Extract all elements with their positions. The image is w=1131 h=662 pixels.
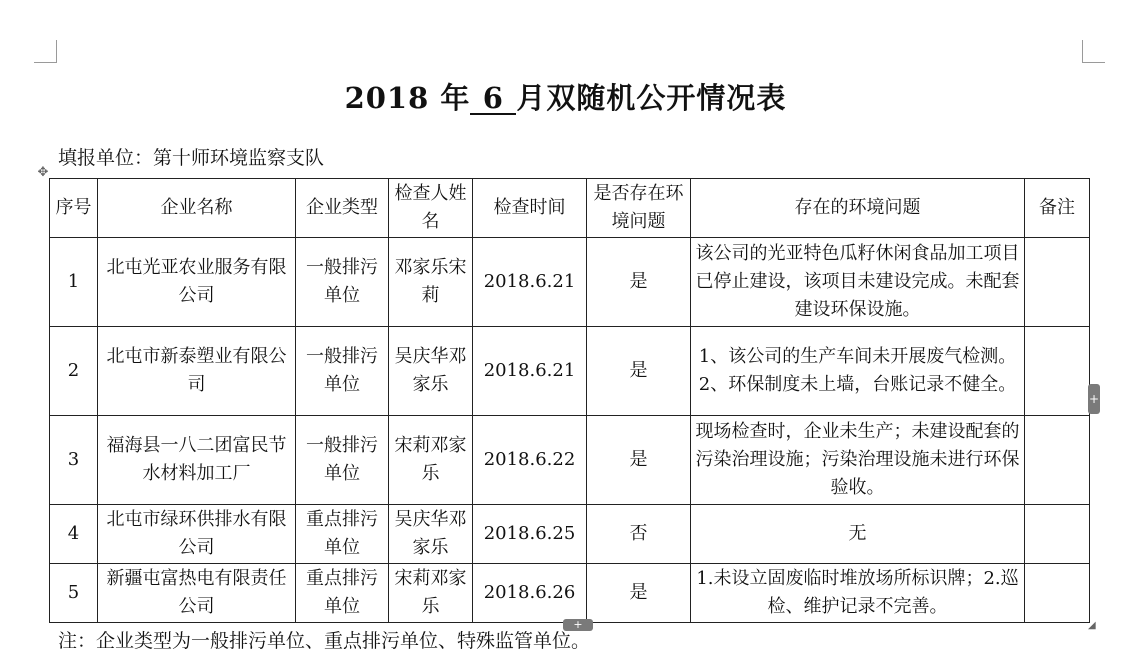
cell-inspector: 宋莉邓家乐 [389, 564, 473, 623]
header-type: 企业类型 [296, 179, 389, 238]
page-corner-mark-top-left [34, 40, 57, 63]
cell-type: 重点排污单位 [296, 505, 389, 564]
table-row [50, 327, 1090, 416]
header-remark: 备注 [1025, 179, 1090, 238]
header-date: 检查时间 [473, 179, 587, 238]
cell-company: 北屯市绿环供排水有限公司 [98, 505, 296, 564]
cell-issues: 无 [691, 505, 1025, 564]
table-header-row [50, 179, 1090, 238]
cell-inspector: 吴庆华邓家乐 [389, 505, 473, 564]
cell-issues: 现场检查时，企业未生产；未建设配套的污染治理设施；污染治理设施未进行环保验收。 [691, 416, 1025, 505]
cell-has-issue: 否 [587, 505, 691, 564]
table-move-handle-icon[interactable]: ✥ [37, 165, 49, 180]
cell-inspector: 邓家乐宋莉 [389, 238, 473, 327]
cell-type: 一般排污单位 [296, 416, 389, 505]
cell-company: 北屯光亚农业服务有限公司 [98, 238, 296, 327]
cell-no: 5 [50, 564, 98, 623]
cell-inspector: 吴庆华邓家乐 [389, 327, 473, 416]
cell-remark [1025, 327, 1090, 416]
inspection-table [49, 178, 1090, 623]
cell-issues: 1.未设立固废临时堆放场所标识牌；2.巡检、维护记录不完善。 [691, 564, 1025, 623]
footnote: 注：企业类型为一般排污单位、重点排污单位、特殊监管单位。 [58, 630, 591, 652]
cell-issues: 该公司的光亚特色瓜籽休闲食品加工项目已停止建设，该项目未建设完成。未配套建设环保设施。 [691, 238, 1025, 327]
cell-has-issue: 是 [587, 327, 691, 416]
cell-date: 2018.6.21 [473, 238, 587, 327]
table-row [50, 238, 1090, 327]
cell-has-issue: 是 [587, 416, 691, 505]
cell-inspector: 宋莉邓家乐 [389, 416, 473, 505]
cell-date: 2018.6.21 [473, 327, 587, 416]
cell-date: 2018.6.25 [473, 505, 587, 564]
header-inspector: 检查人姓名 [389, 179, 473, 238]
table-resize-icon[interactable]: ◢ [1088, 620, 1096, 631]
cell-no: 2 [50, 327, 98, 416]
cell-remark [1025, 564, 1090, 623]
cell-has-issue: 是 [587, 238, 691, 327]
add-row-plus-icon[interactable]: + [563, 619, 593, 631]
header-has-issue: 是否存在环境问题 [587, 179, 691, 238]
reporting-unit: 填报单位：第十师环境监察支队 [58, 147, 325, 169]
cell-type: 一般排污单位 [296, 238, 389, 327]
header-company: 企业名称 [98, 179, 296, 238]
cell-no: 3 [50, 416, 98, 505]
cell-date: 2018.6.22 [473, 416, 587, 505]
cell-type: 重点排污单位 [296, 564, 389, 623]
cell-issues: 1、该公司的生产车间未开展废气检测。2、环保制度未上墙，台账记录不健全。 [691, 327, 1025, 416]
cell-company: 福海县一八二团富民节水材料加工厂 [98, 416, 296, 505]
cell-remark [1025, 238, 1090, 327]
add-column-plus-icon[interactable]: + [1088, 384, 1100, 414]
cell-date: 2018.6.26 [473, 564, 587, 623]
cell-type: 一般排污单位 [296, 327, 389, 416]
page-corner-mark-top-right [1082, 40, 1105, 63]
cell-company: 北屯市新泰塑业有限公司 [98, 327, 296, 416]
title-prefix: 2018 年 [344, 81, 471, 115]
cell-remark [1025, 416, 1090, 505]
table-row [50, 564, 1090, 623]
title-month: 6 [470, 83, 516, 115]
header-no: 序号 [50, 179, 98, 238]
cell-no: 4 [50, 505, 98, 564]
document-title [0, 76, 1131, 117]
table-row [50, 505, 1090, 564]
title-suffix: 月双随机公开情况表 [516, 81, 787, 115]
cell-has-issue: 是 [587, 564, 691, 623]
table-row [50, 416, 1090, 505]
cell-company: 新疆屯富热电有限责任公司 [98, 564, 296, 623]
cell-remark [1025, 505, 1090, 564]
cell-no: 1 [50, 238, 98, 327]
header-issues: 存在的环境问题 [691, 179, 1025, 238]
